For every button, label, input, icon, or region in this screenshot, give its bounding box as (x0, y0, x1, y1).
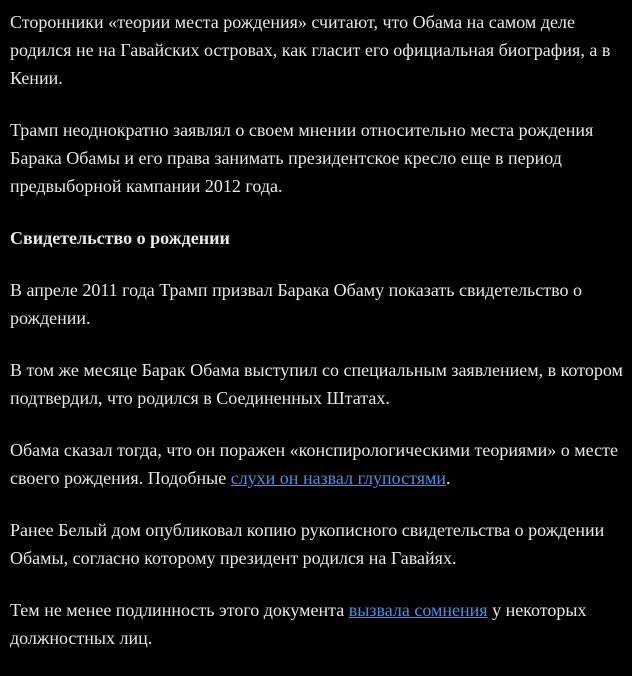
article-body (10, 8, 628, 676)
paragraph-authenticity-doubts (10, 596, 628, 652)
link-raised-doubts[interactable]: вызвала сомнения (348, 600, 488, 620)
paragraph-trump-claims: Трамп неоднократно заявлял о своем мнении относительно места рождения Барака Обамы и его права занимать президентское кресло еще в период предвыборной кампании 2012 года. (10, 120, 594, 196)
paragraph-text: Обама сказал тогда, что он поражен «конспирологическими теориями» о месте своего рождения. Подобные (10, 440, 618, 488)
paragraph-text-end: . (446, 468, 451, 488)
paragraph-april-2011: В апреле 2011 года Трамп призвал Барака Обаму показать свидетельство о рождении. (10, 280, 583, 328)
paragraph-white-house-copy: Ранее Белый дом опубликовал копию рукописного свидетельства о рождении Обамы, согласно которому президент родился на Гавайях. (10, 520, 605, 568)
paragraph-birther-theory: Сторонники «теории места рождения» считают, что Обама на самом деле родился не на Гавайских островах, как гласит его официальная биография, а в Кении. (10, 12, 611, 88)
subheading-birth-certificate: Свидетельство о рождении (10, 228, 230, 248)
paragraph-conspiracy-theories (10, 436, 628, 492)
paragraph-obama-statement: В том же месяце Барак Обама выступил со специальным заявлением, в котором подтвердил, что родился в Соединенных Штатах. (10, 360, 623, 408)
link-rumors-nonsense[interactable]: слухи он назвал глупостями (230, 468, 447, 488)
paragraph-text: Тем не менее подлинность этого документа (10, 600, 349, 620)
paragraph-text-end: у некоторых должностных лиц. (10, 600, 587, 648)
